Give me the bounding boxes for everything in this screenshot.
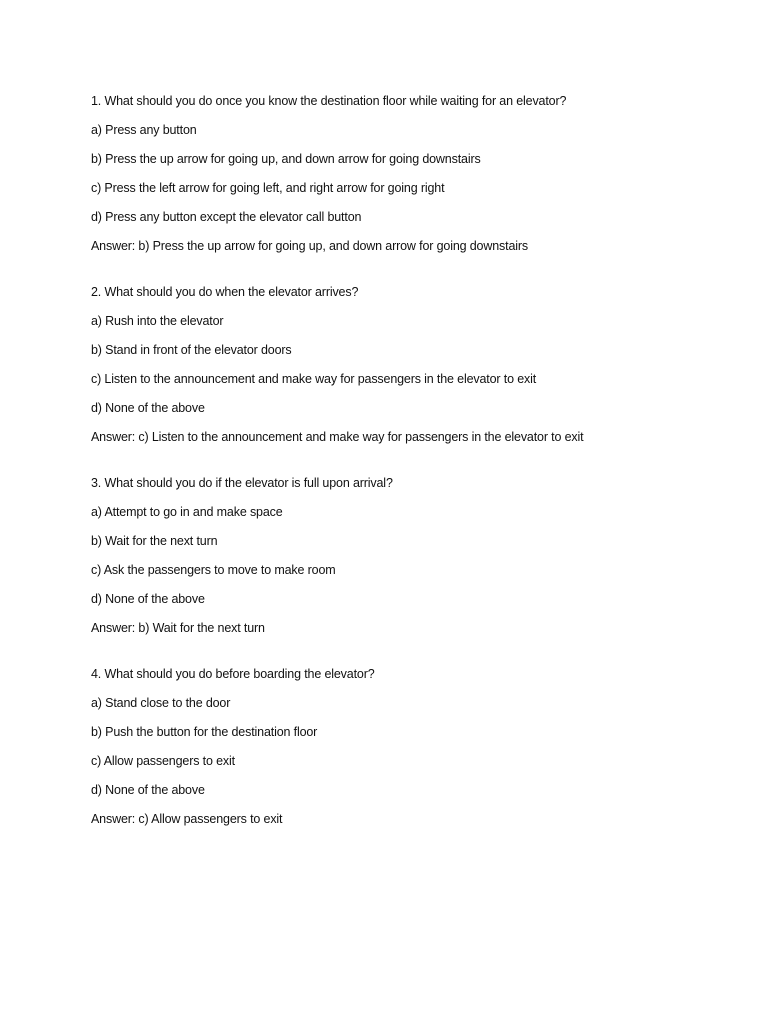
answer-text: Answer: c) Allow passengers to exit (91, 812, 283, 826)
answer-text: Answer: b) Press the up arrow for going up, and down arrow for going downstairs (91, 239, 528, 253)
option-b: b) Push the button for the destination floor (91, 725, 318, 739)
question-block-4 (91, 665, 731, 828)
option-a: a) Rush into the elevator (91, 314, 224, 328)
option-d: d) None of the above (91, 592, 205, 606)
option-d: d) Press any button except the elevator call button (91, 210, 362, 224)
option-c: c) Ask the passengers to move to make room (91, 563, 336, 577)
answer-text: Answer: b) Wait for the next turn (91, 621, 265, 635)
option-d: d) None of the above (91, 783, 205, 797)
question-text: 1. What should you do once you know the destination floor while waiting for an elevator? (91, 94, 567, 108)
option-a: a) Stand close to the door (91, 696, 231, 710)
option-d: d) None of the above (91, 401, 205, 415)
option-b: b) Wait for the next turn (91, 534, 218, 548)
option-b: b) Press the up arrow for going up, and down arrow for going downstairs (91, 152, 481, 166)
option-c: c) Allow passengers to exit (91, 754, 235, 768)
question-text: 2. What should you do when the elevator arrives? (91, 285, 359, 299)
option-a: a) Press any button (91, 123, 197, 137)
quiz-content (91, 92, 731, 856)
question-block-3 (91, 474, 731, 637)
question-text: 4. What should you do before boarding the elevator? (91, 667, 375, 681)
question-text: 3. What should you do if the elevator is full upon arrival? (91, 476, 393, 490)
option-c: c) Press the left arrow for going left, and right arrow for going right (91, 181, 445, 195)
answer-text: Answer: c) Listen to the announcement and make way for passengers in the elevator to exit (91, 430, 584, 444)
option-c: c) Listen to the announcement and make way for passengers in the elevator to exit (91, 372, 537, 386)
question-block-2 (91, 283, 731, 446)
option-b: b) Stand in front of the elevator doors (91, 343, 292, 357)
option-a: a) Attempt to go in and make space (91, 505, 283, 519)
question-block-1 (91, 92, 731, 255)
